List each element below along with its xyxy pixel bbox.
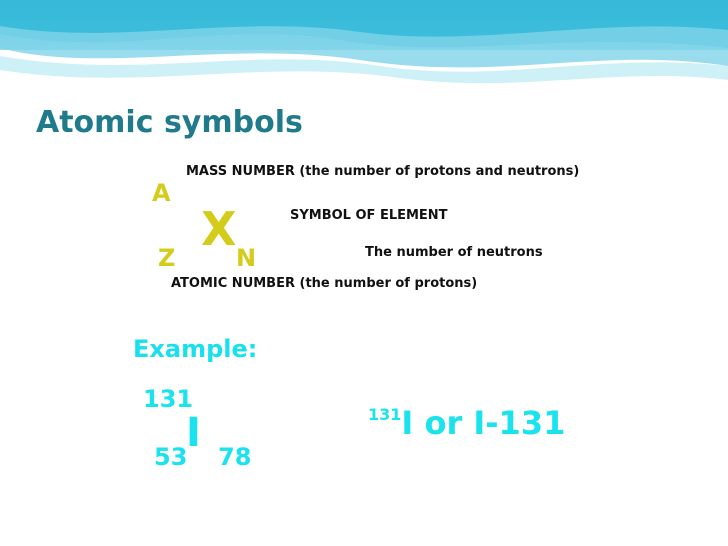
example-atomic-number: 53	[154, 443, 188, 471]
example-neutron-count: 78	[218, 443, 252, 471]
slide-title: Atomic symbols	[36, 105, 303, 140]
alternate-notation-text: I or I-131	[401, 404, 566, 442]
example-element-symbol: I	[186, 410, 201, 456]
alternate-mass-superscript: 131	[368, 405, 402, 424]
example-alternate-notation	[368, 404, 566, 442]
header-wave-band	[0, 0, 728, 95]
example-heading: Example:	[133, 335, 258, 363]
element-symbol-label: SYMBOL OF ELEMENT	[290, 208, 448, 223]
atomic-number-label: ATOMIC NUMBER (the number of protons)	[171, 276, 478, 291]
example-mass-number: 131	[143, 385, 194, 413]
mass-number-label: MASS NUMBER (the number of protons and neutrons)	[186, 164, 580, 179]
neutron-symbol: N	[236, 244, 257, 272]
atomic-number-symbol: Z	[158, 244, 176, 272]
mass-number-symbol: A	[152, 179, 171, 207]
element-symbol: X	[201, 202, 237, 256]
neutron-count-label: The number of neutrons	[365, 245, 543, 260]
